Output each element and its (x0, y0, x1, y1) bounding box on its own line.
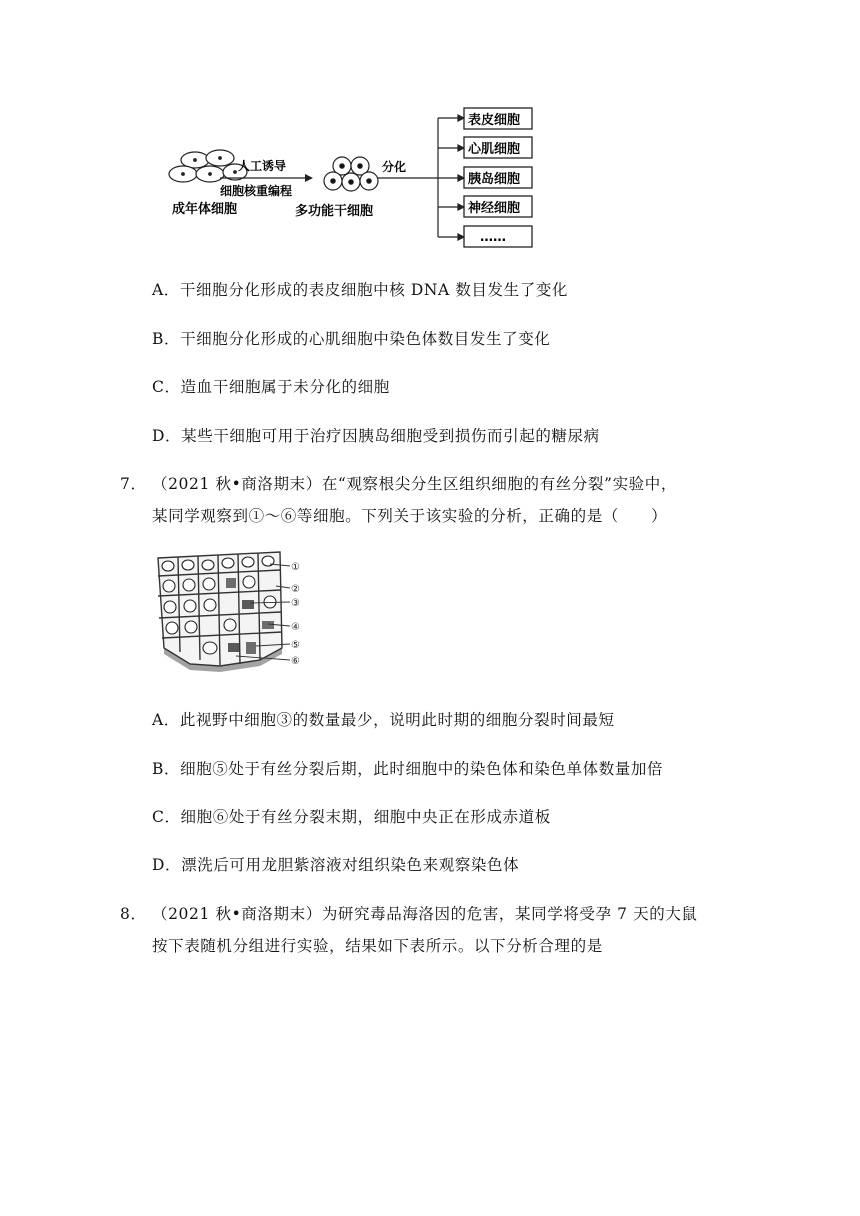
q6-option-b: B．干细胞分化形成的心肌细胞中染色体数目发生了变化 (152, 330, 551, 348)
q7-option-b: B．细胞⑤处于有丝分裂后期，此时细胞中的染色体和染色单体数量加倍 (152, 760, 664, 778)
box-nerve-cell: 神经细胞 (468, 201, 521, 216)
q8-stem-line1: （2021 秋•商洛期末）为研究毒品海洛因的危害，某同学将受孕 7 天的大鼠 (152, 905, 698, 923)
q7-option-d: D．漂洗后可用龙胆紫溶液对组织染色来观察染色体 (152, 856, 520, 874)
box-islet-cell: 胰岛细胞 (468, 172, 521, 187)
fig2-label-4: ④ (291, 622, 300, 633)
fig2-label-3: ③ (291, 598, 300, 609)
adult-cell-label: 成年体细胞 (172, 202, 238, 217)
root-tip-cells-figure (150, 548, 310, 683)
fig2-label-5: ⑤ (291, 640, 300, 651)
q6-option-a: A．干细胞分化形成的表皮细胞中核 DNA 数目发生了变化 (152, 281, 569, 299)
q7-stem-line2: 某同学观察到①～⑥等细胞。下列关于该实验的分析，正确的是（ ） (152, 507, 668, 525)
q7-option-c: C．细胞⑥处于有丝分裂末期，细胞中央正在形成赤道板 (152, 808, 551, 826)
fig2-label-1: ① (291, 562, 300, 573)
arrow-head-icon (305, 174, 313, 182)
q7-number: 7． (120, 475, 147, 493)
fig2-label-6: ⑥ (291, 656, 300, 667)
fig2-label-2: ② (291, 584, 300, 595)
q8-stem-line2: 按下表随机分组进行实验，结果如下表所示。以下分析合理的是 (152, 937, 603, 955)
differentiation-label: 分化 (382, 160, 407, 174)
stem-cell-differentiation-figure (150, 100, 540, 260)
q7-option-a: A．此视野中细胞③的数量最少，说明此时期的细胞分裂时间最短 (152, 711, 615, 729)
q6-option-c: C．造血干细胞属于未分化的细胞 (152, 378, 390, 396)
box-ellipsis: …… (480, 230, 506, 245)
q7-stem-line1: （2021 秋•商洛期末）在“观察根尖分生区组织细胞的有丝分裂”实验中， (152, 475, 677, 493)
stem-cells-illustration (324, 157, 378, 191)
adult-cells-illustration (169, 150, 247, 182)
box-epidermal-cell: 表皮细胞 (468, 113, 521, 128)
box-cardiac-cell: 心肌细胞 (468, 142, 521, 157)
cell-grid-illustration (158, 552, 282, 666)
stem-cell-label: 多功能干细胞 (295, 204, 374, 219)
arrow-top-label: 人工诱导 (238, 159, 287, 173)
arrow-bottom-label: 细胞核重编程 (220, 184, 293, 198)
q8-number: 8． (120, 905, 147, 923)
q6-option-d: D．某些干细胞可用于治疗因胰岛细胞受到损伤而引起的糖尿病 (152, 427, 600, 445)
